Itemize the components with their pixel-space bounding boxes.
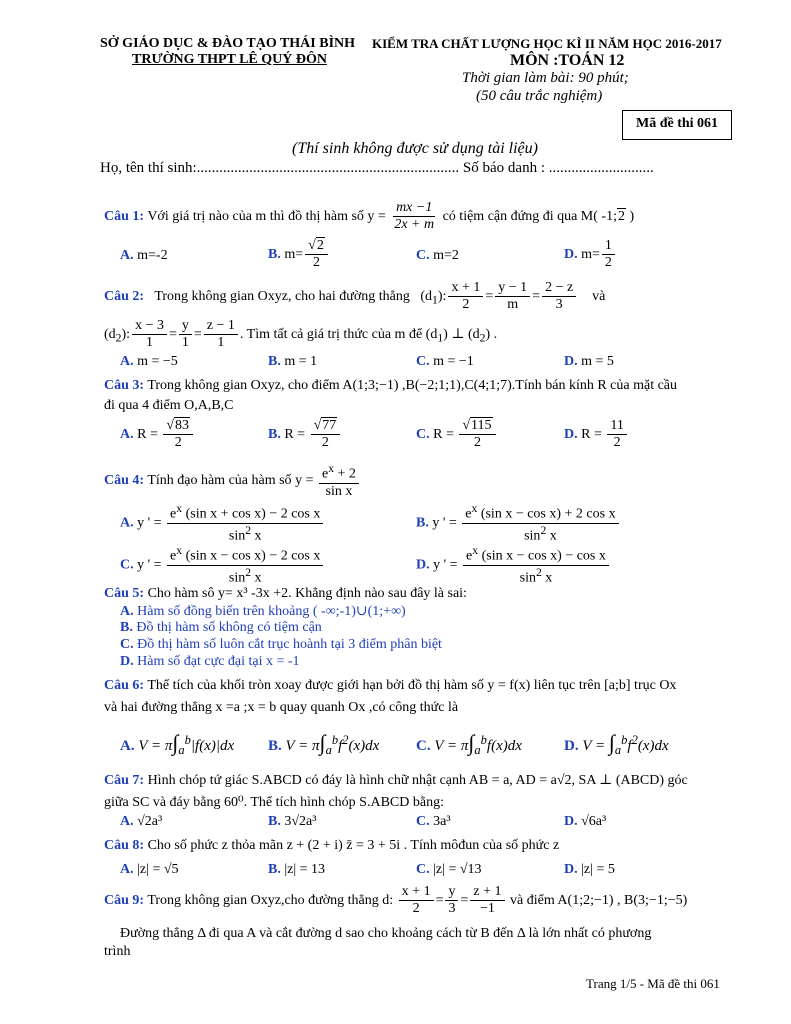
- q4-answer-c[interactable]: C. y ' = $\frac{e^x (\sin x - \cos x) - 2 \cos x}{\sin^2 x}$: [120, 544, 325, 587]
- q4-answer-a[interactable]: A. y ' = $\frac{e^x (\sin x + \cos x) - 2 \cos x}{\sin^2 x}$: [120, 502, 325, 545]
- q1-answer-a[interactable]: A. m=-2: [120, 248, 168, 263]
- question-8: Câu 8: Cho số phức z thỏa mãn z + (2 + i) z̄ = 3 + 5i . Tính môđun của số phức z: [104, 838, 560, 853]
- question-3-cont: đi qua 4 điểm O,A,B,C: [104, 398, 234, 413]
- q3-answer-d[interactable]: D. R = $\frac{11}{2}$: [564, 418, 629, 451]
- q8-answer-b[interactable]: B. |z| = 13: [268, 862, 326, 877]
- exam-time: Thời gian làm bài: 90 phút;: [462, 70, 629, 86]
- question-5: Câu 5: Cho hàm sô y= x³ -3x +2. Khẳng định nào sau đây là sai:: [104, 586, 467, 601]
- question-2: Câu 2: Trong không gian Oxyz, cho hai đường thẳng $(d_1)$: $\frac{x + 1}{2}$ = $\frac{y - 1}{m}$ = $\frac{2 - z}{3}$ và: [104, 280, 606, 313]
- q3-answer-c[interactable]: C. R = $\frac{√115}{2}$: [416, 418, 498, 451]
- question-9: Câu 9: Trong không gian Oxyz,cho đường thẳng d: $\frac{x + 1}{2}$ = $\frac{y}{3}$ = $\frac{z + 1}{-1}$ và điểm A(1;2;−1) , B(3;−1;−5): [104, 884, 688, 917]
- question-4: Câu 4: Tính đạo hàm của hàm số y = $\frac{e^x + 2}{\text{sin x}}$: [104, 462, 361, 500]
- exam-title: KIỂM TRA CHẤT LƯỢNG HỌC KÌ II NĂM HỌC 2016-2017: [372, 36, 722, 51]
- exam-code: Mã đề thi 061: [636, 116, 719, 131]
- school-dept: SỞ GIÁO DỤC & ĐÀO TẠO THÁI BÌNH: [100, 36, 356, 51]
- question-3: Câu 3: Trong không gian Oxyz, cho điểm A(1;3;−1) ,B(−2;1;1),C(4;1;7).Tính bán kính R của mặt cầu: [104, 378, 678, 393]
- question-6-cont: và hai đường thẳng x =a ;x = b quay quanh Ox ,có công thức là: [104, 700, 459, 715]
- q1-answer-c[interactable]: C. m=2: [416, 248, 459, 263]
- subject: MÔN :TOÁN 12: [510, 52, 625, 69]
- question-1: Câu 1: Với giá trị nào của m thì đồ thị hàm số y = $\frac{mx -1}{2x + m}$ có tiệm cận đứng đi qua M( -1;2 ): [104, 200, 635, 233]
- q5-answer-a[interactable]: A. Hàm số đồng biến trên khoảng ( -∞;-1)∪(1;+∞): [120, 604, 406, 619]
- q2-answer-c[interactable]: C. m = −1: [416, 354, 474, 369]
- q8-answer-a[interactable]: A. |z| = √5: [120, 862, 179, 877]
- q5-answer-d[interactable]: D. Hàm số đạt cực đại tại x = -1: [120, 654, 300, 669]
- page-footer: Trang 1/5 - Mã đề thi 061: [586, 976, 720, 991]
- q7-answer-c[interactable]: C. 3a³: [416, 814, 451, 829]
- q7-answer-b[interactable]: B. 3√2a³: [268, 814, 317, 829]
- q6-answer-c[interactable]: C. $V = \pi\int_a^bf(x)dx$: [416, 730, 522, 757]
- q4-answer-d[interactable]: D. y ' = $\frac{e^x (\sin x - \cos x) - \cos x}{\sin^2 x}$: [416, 544, 611, 587]
- q5-answer-b[interactable]: B. Đồ thị hàm số không có tiệm cận: [120, 620, 322, 635]
- q1-answer-b[interactable]: B. m= $\frac{√2}{2}$: [268, 238, 330, 271]
- q2-answer-b[interactable]: B. m = 1: [268, 354, 318, 369]
- q5-answer-c[interactable]: C. Đồ thị hàm số luôn cắt trục hoành tại 3 điểm phân biệt: [120, 637, 442, 652]
- q4-answer-b[interactable]: B. y ' = $\frac{e^x (\sin x - \cos x) + 2 \cos x}{\sin^2 x}$: [416, 502, 621, 545]
- question-count: (50 câu trắc nghiệm): [476, 88, 603, 104]
- q8-answer-d[interactable]: D. |z| = 5: [564, 862, 615, 877]
- candidate-line: Họ, tên thí sinh:...................................................................... Số báo danh : ............................: [100, 160, 654, 176]
- q6-answer-a[interactable]: A. $V = \pi\int_a^b|f(x)|dx$: [120, 730, 235, 757]
- question-9-cont2: trình: [104, 944, 131, 959]
- question-2-cont: $(d_2)$: $\frac{x - 3}{1}$ = $\frac{y}{1}$ = $\frac{z - 1}{1}$ . Tìm tất cả giá trị thức của m để $(d_1)$ ⊥ $(d_2)$ .: [104, 318, 498, 351]
- school-name: TRƯỜNG THPT LÊ QUÝ ĐÔN: [132, 52, 327, 67]
- q8-answer-c[interactable]: C. |z| = √13: [416, 862, 482, 877]
- q3-answer-a[interactable]: A. R = $\frac{√83}{2}$: [120, 418, 195, 451]
- question-7-cont: giữa SC và đáy bằng 60⁰. Thể tích hình chóp S.ABCD bằng:: [104, 795, 444, 810]
- question-6: Câu 6: Thể tích của khối tròn xoay được giới hạn bởi đồ thị hàm số y = f(x) liên tục trên [a;b] trục Ox: [104, 678, 677, 693]
- q3-answer-b[interactable]: B. R = $\frac{√77}{2}$: [268, 418, 342, 451]
- q2-answer-d[interactable]: D. m = 5: [564, 354, 614, 369]
- q7-answer-d[interactable]: D. √6a³: [564, 814, 607, 829]
- q2-answer-a[interactable]: A. m = −5: [120, 354, 178, 369]
- q7-answer-a[interactable]: A. √2a³: [120, 814, 163, 829]
- notice: (Thí sinh không được sử dụng tài liệu): [292, 140, 538, 157]
- q6-answer-b[interactable]: B. $V = \pi\int_a^bf^2(x)dx$: [268, 730, 380, 757]
- q1-answer-d[interactable]: D. m= $\frac{1}{2}$: [564, 238, 617, 271]
- q6-answer-d[interactable]: D. $V = \int_a^bf^2(x)dx$: [564, 730, 669, 757]
- question-7: Câu 7: Hình chóp tứ giác S.ABCD có đáy là hình chữ nhật cạnh AB = a, AD = a√2, SA ⊥ (ABCD) góc: [104, 773, 688, 788]
- question-9-cont: Đường thẳng Δ đi qua A và cắt đường d sao cho khoảng cách từ B đến Δ là lớn nhất có phương: [120, 926, 652, 941]
